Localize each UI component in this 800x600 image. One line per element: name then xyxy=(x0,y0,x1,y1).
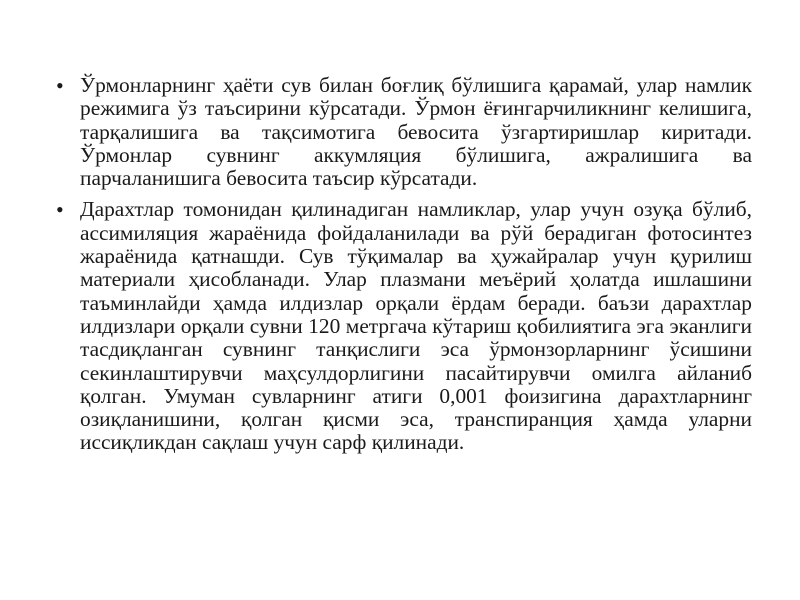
bullet-item-water-regime xyxy=(56,74,752,190)
bullet-item-tree-moisture xyxy=(56,198,752,454)
bullet-list xyxy=(56,74,752,455)
bullet-marker: • xyxy=(56,73,64,98)
paragraph-forest-water: Ўрмонларнинг ҳаёти сув билан боғлиқ бўлишига қарамай, улар намлик режимига ўз таъсирини кўрсатади. Ўрмон ёғингарчиликнинг келишига, тарқалишига ва тақсимотига бевосита ўзгартиришлар киритади. Ўрмонлар сувнинг аккумляция бўлишига, ажралишига ва парчаланишига бевосита таъсир кўрсатади. xyxy=(80,73,752,191)
bullet-marker: • xyxy=(56,197,64,223)
paragraph-tree-moisture: Дарахтлар томонидан қилинадиган намликлар, улар учун озуқа бўлиб, ассимиляция жараёнида фойдаланилади ва рўй берадиган фотосинтез жараёнида қатнашди. Сув тўқималар ва ҳужайралар учун қурилиш материали ҳисобланади. Улар плазмани меъёрий ҳолатда ишлашини таъминлайди ҳамда илдизлар орқали ёрдам беради. баъзи дарахтлар илдизлари орқали сувни 120 метргача кўтариш қобилиятига эга эканлиги тасдиқланган сувнинг танқислиги эса ўрмонзорларнинг ўсишини секинлаштирувчи маҳсулдорлигини пасайтирувчи омилга айланиб қолган. Умуман сувларнинг атиги 0,001 фоизигина дарахтларнинг озиқланишини, қолган қисми эса, транспиранция ҳамда уларни иссиқликдан сақлаш учун сарф қилинади. xyxy=(80,197,752,455)
